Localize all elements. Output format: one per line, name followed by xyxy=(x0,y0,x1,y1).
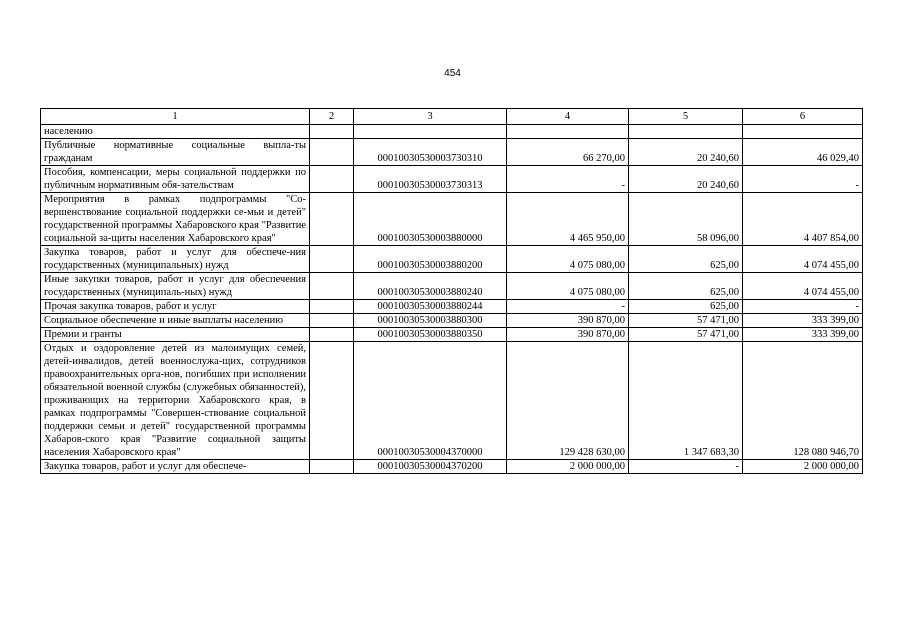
row-name: Закупка товаров, работ и услуг для обеспече-ния государственных (муниципальных) нужд xyxy=(41,246,310,273)
row-code: 00010030530003880244 xyxy=(354,300,507,314)
row-value-5: 57 471,00 xyxy=(629,328,743,342)
row-col2 xyxy=(310,300,354,314)
row-col2 xyxy=(310,246,354,273)
row-name: Закупка товаров, работ и услуг для обеспече- xyxy=(41,460,310,474)
row-value-6: - xyxy=(743,166,863,193)
row-name: населению xyxy=(41,125,310,139)
header-col-3: 3 xyxy=(354,109,507,125)
row-name: Иные закупки товаров, работ и услуг для обеспечения государственных (муниципаль-ных) нужд xyxy=(41,273,310,300)
row-value-5: 20 240,60 xyxy=(629,166,743,193)
row-value-6: 4 407 854,00 xyxy=(743,193,863,246)
row-code: 00010030530004370000 xyxy=(354,342,507,460)
row-col2 xyxy=(310,139,354,166)
row-value-5: 625,00 xyxy=(629,300,743,314)
row-value-5: - xyxy=(629,460,743,474)
row-col2 xyxy=(310,166,354,193)
row-name: Отдых и оздоровление детей из малоимущих семей, детей-инвалидов, детей военнослужа-щих, сотрудников правоохранительных орга-нов, погибших при исполнении обязательной военной службы (служебных обязанностей), проживающих на территории Хабаровского края, в рамках подпрограммы "Совершен-ствование социальной поддержки семьи и детей" государственной программы Хабаров-ского края "Развитие социальной защиты населения Хабаровского края" xyxy=(41,342,310,460)
row-value-4: 2 000 000,00 xyxy=(507,460,629,474)
row-code: 00010030530003880300 xyxy=(354,314,507,328)
row-value-6: 333 399,00 xyxy=(743,328,863,342)
header-col-6: 6 xyxy=(743,109,863,125)
table-row xyxy=(41,328,863,342)
row-name: Пособия, компенсации, меры социальной поддержки по публичным нормативным обя-зательствам xyxy=(41,166,310,193)
row-value-6: 4 074 455,00 xyxy=(743,246,863,273)
row-col2 xyxy=(310,273,354,300)
row-value-6: 46 029,40 xyxy=(743,139,863,166)
row-code xyxy=(354,125,507,139)
row-name: Социальное обеспечение и иные выплаты населению xyxy=(41,314,310,328)
table-row xyxy=(41,314,863,328)
row-value-6: 2 000 000,00 xyxy=(743,460,863,474)
row-code: 00010030530003730313 xyxy=(354,166,507,193)
header-col-5: 5 xyxy=(629,109,743,125)
row-code: 00010030530004370200 xyxy=(354,460,507,474)
row-value-6: - xyxy=(743,300,863,314)
table-row xyxy=(41,166,863,193)
row-value-4: - xyxy=(507,300,629,314)
row-col2 xyxy=(310,328,354,342)
row-value-4: 66 270,00 xyxy=(507,139,629,166)
row-value-5: 58 096,00 xyxy=(629,193,743,246)
row-col2 xyxy=(310,193,354,246)
row-code: 00010030530003880200 xyxy=(354,246,507,273)
table-header-row xyxy=(41,109,863,125)
row-value-4: 129 428 630,00 xyxy=(507,342,629,460)
row-col2 xyxy=(310,314,354,328)
header-col-2: 2 xyxy=(310,109,354,125)
header-col-4: 4 xyxy=(507,109,629,125)
header-col-1: 1 xyxy=(41,109,310,125)
row-name: Премии и гранты xyxy=(41,328,310,342)
row-value-4 xyxy=(507,125,629,139)
table-row xyxy=(41,300,863,314)
row-value-5: 20 240,60 xyxy=(629,139,743,166)
row-code: 00010030530003880000 xyxy=(354,193,507,246)
row-value-5: 1 347 683,30 xyxy=(629,342,743,460)
row-name: Мероприятия в рамках подпрограммы "Со-вершенствование социальной поддержки се-мьи и детей" государственной программы Хабаровского края "Развитие социальной за-щиты населения Хабаровского края" xyxy=(41,193,310,246)
row-value-6: 128 080 946,70 xyxy=(743,342,863,460)
row-name: Публичные нормативные социальные выпла-ты гражданам xyxy=(41,139,310,166)
row-value-6 xyxy=(743,125,863,139)
row-value-5: 625,00 xyxy=(629,246,743,273)
table-row xyxy=(41,125,863,139)
table-row xyxy=(41,246,863,273)
row-code: 00010030530003880350 xyxy=(354,328,507,342)
row-value-6: 333 399,00 xyxy=(743,314,863,328)
row-col2 xyxy=(310,342,354,460)
row-value-5: 625,00 xyxy=(629,273,743,300)
row-value-4: 4 465 950,00 xyxy=(507,193,629,246)
row-value-5: 57 471,00 xyxy=(629,314,743,328)
row-value-4: - xyxy=(507,166,629,193)
budget-table xyxy=(40,108,863,474)
row-value-6: 4 074 455,00 xyxy=(743,273,863,300)
row-value-4: 390 870,00 xyxy=(507,328,629,342)
row-col2 xyxy=(310,125,354,139)
row-name: Прочая закупка товаров, работ и услуг xyxy=(41,300,310,314)
table-row xyxy=(41,342,863,460)
table-row xyxy=(41,193,863,246)
row-code: 00010030530003880240 xyxy=(354,273,507,300)
row-value-4: 4 075 080,00 xyxy=(507,273,629,300)
table-row xyxy=(41,273,863,300)
table-body xyxy=(41,125,863,474)
row-code: 00010030530003730310 xyxy=(354,139,507,166)
table-row xyxy=(41,139,863,166)
row-value-4: 4 075 080,00 xyxy=(507,246,629,273)
table-row xyxy=(41,460,863,474)
row-value-4: 390 870,00 xyxy=(507,314,629,328)
row-col2 xyxy=(310,460,354,474)
page-number: 454 xyxy=(444,68,461,79)
row-value-5 xyxy=(629,125,743,139)
